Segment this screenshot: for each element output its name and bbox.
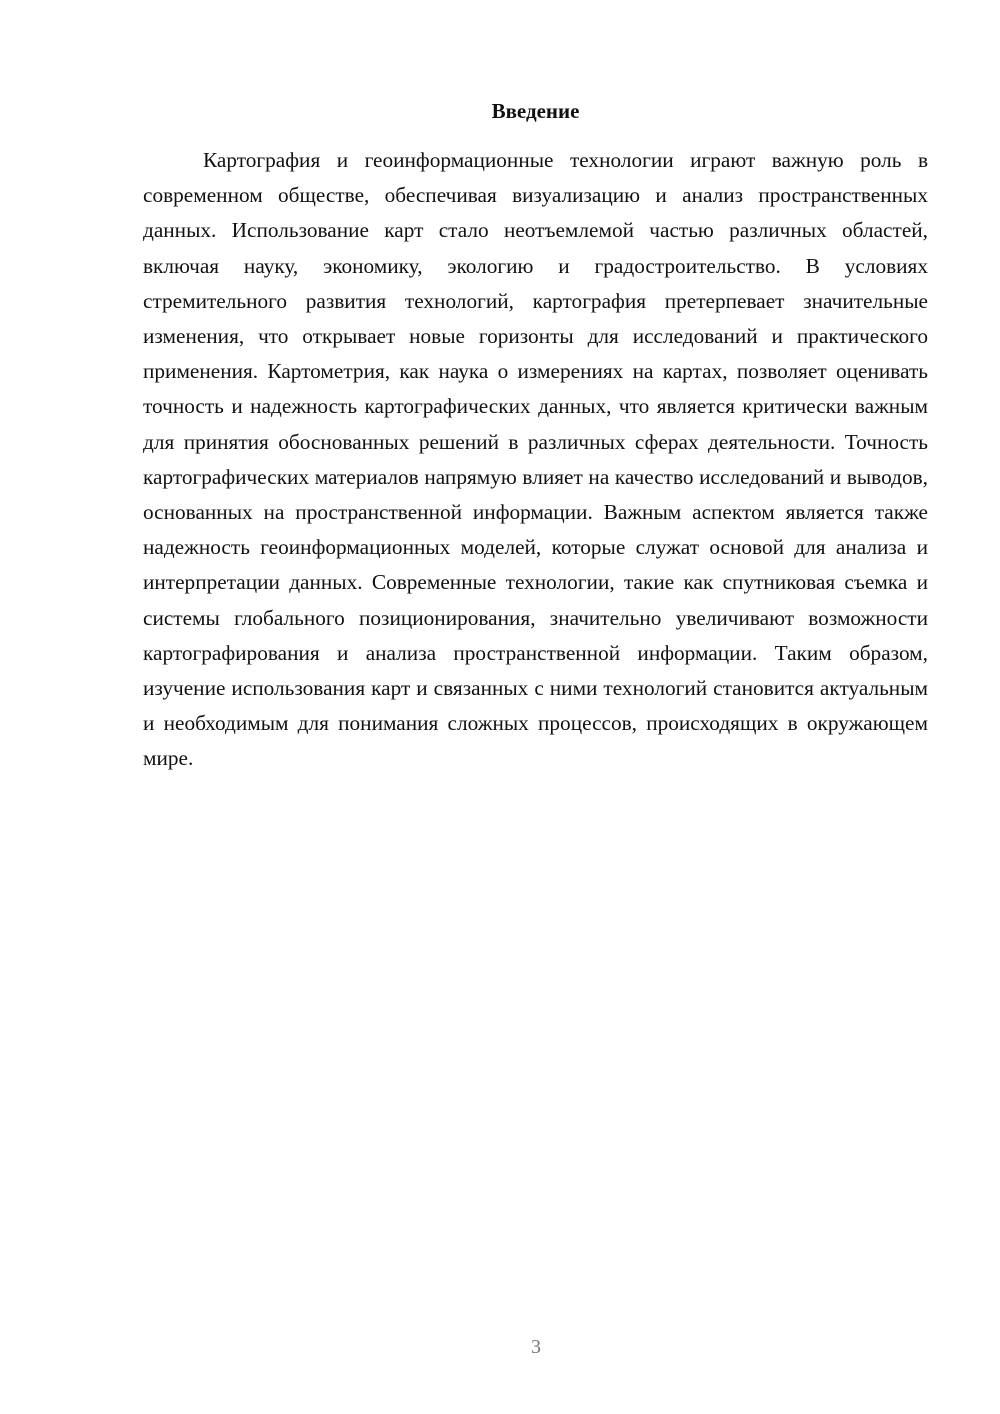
section-heading: Введение [491, 99, 580, 123]
body-paragraph: Картография и геоинформационные технологии играют важную роль в современном обществе, обеспечивая визуализацию и анализ пространственных данных. Использование карт стало неотъемлемой частью различных областей, включая науку, экономику, экологию и градостроительство. В условиях стремительного развития технологий, картография претерпевает значительные изменения, что открывает новые горизонты для исследований и практического применения. Картометрия, как наука о измерениях на картах, позволяет оценивать точность и надежность картографических данных, что является критически важным для принятия обоснованных решений в различных сферах деятельности. Точность картографических материалов напрямую влияет на качество исследований и выводов, основанных на пространственной информации. Важным аспектом является также надежность геоинформационных моделей, которые служат основой для анализа и интерпретации данных. Современные технологии, такие как спутниковая съемка и системы глобального позиционирования, значительно увеличивают возможности картографирования и анализа пространственной информации. Таким образом, изучение использования карт и связанных с ними технологий становится актуальным и необходимым для понимания сложных процессов, происходящих в окружающем мире. [143, 148, 928, 771]
page-number: 3 [531, 1336, 541, 1358]
